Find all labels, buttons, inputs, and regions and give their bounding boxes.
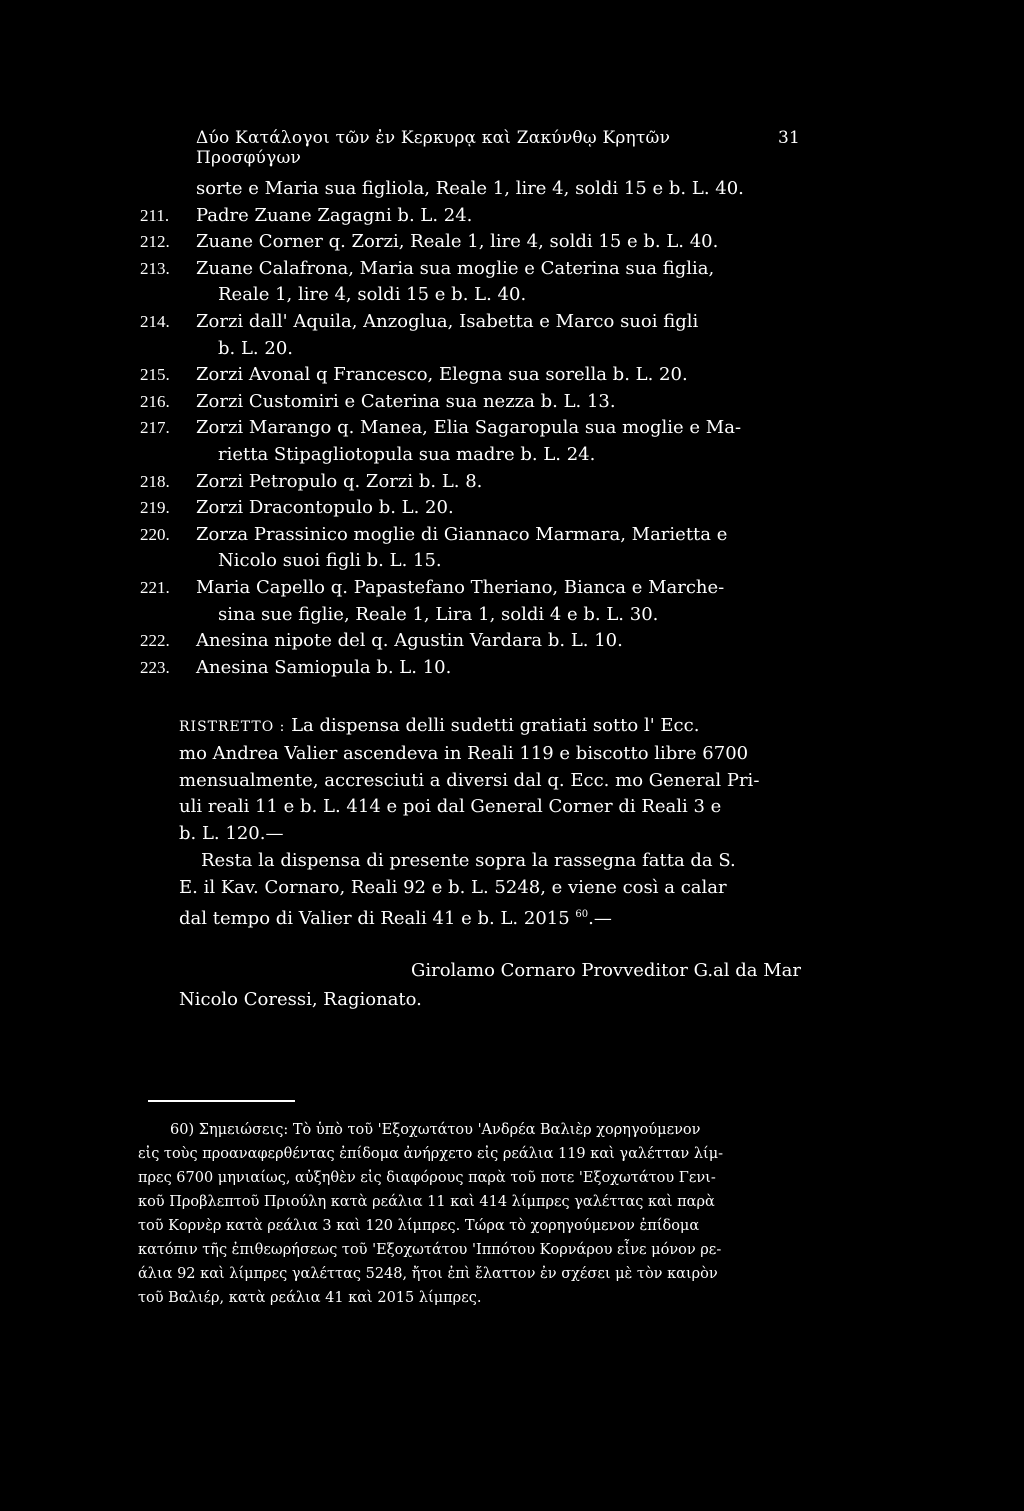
entry-number: 214.: [140, 311, 170, 331]
entry-text: [196, 229, 810, 256]
entry-text: [196, 203, 810, 230]
footnote-line: εἰς τοὺς προαναφερθέντας ἐπίδομα ἀνήρχετο εἰς ρεάλια 119 καὶ γαλέτταν λίμ-: [138, 1146, 724, 1162]
ristretto-label: RISTRETTO :: [179, 719, 286, 735]
list-item: [140, 522, 810, 575]
page-number: 31: [777, 128, 800, 148]
entry-line: Zorzi Customiri e Caterina sua nezza b. L. 13.: [196, 390, 616, 412]
entry-number: 222.: [140, 631, 170, 651]
ristretto-line: mo Andrea Valier ascendeva in Reali 119 e biscotto libre 6700: [179, 742, 749, 764]
footnote-first-line: [138, 1118, 800, 1142]
list-item: [140, 229, 810, 256]
entry-line: Reale 1, lire 4, soldi 15 e b. L. 40.: [218, 284, 527, 306]
entry-line: Zorzi Dracontopulo b. L. 20.: [196, 497, 454, 519]
entry-line: Anesina Samiopula b. L. 10.: [196, 656, 452, 678]
entry-line: Zorzi Avonal q Francesco, Elegna sua sorella b. L. 20.: [196, 364, 688, 386]
entry-number: 212.: [140, 232, 170, 252]
footnote-divider: [148, 1100, 295, 1102]
resta-line: E. il Kav. Cornaro, Reali 92 e b. L. 5248, e viene così a calar: [179, 876, 727, 898]
entry-line: sorte e Maria sua figliola, Reale 1, lire 4, soldi 15 e b. L. 40.: [196, 178, 744, 199]
ristretto-paragraph: [179, 713, 801, 932]
entry-line: Nicolo suoi figli b. L. 15.: [218, 550, 442, 572]
list-item: [140, 389, 810, 416]
ristretto-line: mensualmente, accresciuti a diversi dal q. Ecc. mo General Pri-: [179, 769, 760, 791]
entry-line: sina sue figlie, Reale 1, Lira 1, soldi 4 e b. L. 30.: [218, 603, 659, 625]
entry-number: 219.: [140, 498, 170, 518]
footnote-line: άλια 92 καὶ λίμπρες γαλέττας 5248, ἤτοι ἐπὶ ἔλαττον ἐν σχέσει μὲ τὸν καιρὸν: [138, 1266, 718, 1282]
list-item: [140, 495, 810, 522]
list-item: [140, 256, 810, 309]
entry-number: 223.: [140, 657, 170, 677]
signature-block: [179, 956, 801, 1014]
entry-text: [196, 256, 810, 309]
signature-ragionato: Nicolo Coressi, Ragionato.: [179, 989, 422, 1010]
resta-last-line-end: .—: [588, 907, 612, 929]
entry-text: [196, 522, 810, 575]
entry-line: rietta Stipagliotopula sua madre b. L. 24.: [218, 443, 596, 465]
list-item: [140, 655, 810, 682]
running-header: [196, 128, 800, 168]
resta-last-line: [179, 902, 801, 933]
entry-line: Zuane Corner q. Zorzi, Reale 1, lire 4, soldi 15 e b. L. 40.: [196, 231, 719, 253]
entry-number: 221.: [140, 577, 170, 597]
entry-text: [196, 628, 810, 655]
entry-line: Zorzi Petropulo q. Zorzi b. L. 8.: [196, 470, 483, 492]
footnote-line: κοῦ Προβλεπτοῦ Πριούλη κατὰ ρεάλια 11 καὶ 414 λίμπρες γαλέττας καὶ παρὰ: [138, 1194, 715, 1210]
entry-line: Zorzi dall' Aquila, Anzoglua, Isabetta e Marco suoi figli: [196, 310, 699, 332]
footnote-line: τοῦ Κορνὲρ κατὰ ρεάλια 3 καὶ 120 λίμπρες. Τώρα τὸ χορηγούμενον ἐπίδομα: [138, 1218, 700, 1234]
entry-text: [196, 389, 810, 416]
list-item: [140, 415, 810, 468]
entry-text: [196, 495, 810, 522]
list-item: [140, 469, 810, 496]
entry-line: Anesina nipote del q. Agustin Vardara b. L. 10.: [196, 630, 623, 652]
entry-line: Zuane Calafrona, Maria sua moglie e Caterina sua figlia,: [196, 257, 715, 279]
list-item: [140, 203, 810, 230]
list-item: [140, 362, 810, 389]
entry-text: [196, 575, 810, 628]
entry-line: Padre Zuane Zagagni b. L. 24.: [196, 204, 473, 226]
entry-number: 217.: [140, 418, 170, 438]
entry-number: 213.: [140, 258, 170, 278]
entry-line: Zorza Prassinico moglie di Giannaco Marmara, Marietta e: [196, 523, 728, 545]
entry-text: [196, 469, 810, 496]
signature-provveditor: Girolamo Cornaro Provveditor G.al da Mar: [410, 960, 801, 981]
footnote-line: πρες 6700 μηνιαίως, αὐξηθὲν εἰς διαφόρους παρὰ τοῦ ποτε 'Εξοχωτάτου Γενι-: [138, 1170, 716, 1186]
resta-line: Resta la dispensa di presente sopra la rassegna fatta da S.: [201, 849, 736, 871]
entry-number: 211.: [140, 205, 170, 225]
header-title: Δύο Κατάλογοι τῶν ἐν Κερκυρᾳ καὶ Ζακύνθῳ Κρητῶν Προσφύγων: [196, 128, 671, 168]
entry-number: 215.: [140, 365, 170, 385]
entry-line: Maria Capello q. Papastefano Theriano, Bianca e Marche-: [196, 576, 725, 598]
footnote-marker: 60): [170, 1122, 195, 1138]
list-item: [140, 176, 810, 203]
entry-line: b. L. 20.: [218, 337, 293, 359]
list-item: [140, 309, 810, 362]
footnote-line: τοῦ Βαλιέρ, κατὰ ρεάλια 41 καὶ 2015 λίμπρες.: [138, 1290, 482, 1306]
resta-last-line-text: dal tempo di Valier di Reali 41 e b. L. 2015: [179, 907, 570, 929]
entry-text: [196, 362, 810, 389]
footnote: [138, 1118, 800, 1310]
footnote-reference[interactable]: 60: [575, 908, 589, 920]
ristretto-line: uli reali 11 e b. L. 414 e poi dal General Corner di Reali 3 e: [179, 796, 722, 818]
entry-number: 218.: [140, 471, 170, 491]
entry-text: [196, 309, 810, 362]
entry-number: 216.: [140, 391, 170, 411]
list-item: [140, 575, 810, 628]
ristretto-line: b. L. 120.—: [179, 823, 284, 845]
entry-text: [196, 176, 810, 203]
entry-text: [196, 415, 810, 468]
footnote-first-line-rest: Σημειώσεις: Τὸ ὑπὸ τοῦ 'Εξοχωτάτου 'Ανδρέα Βαλιὲρ χορηγούμενον: [198, 1122, 701, 1138]
entry-list: [140, 176, 810, 681]
ristretto-first-line: [179, 713, 801, 741]
ristretto-first-line-rest: La dispensa delli sudetti gratiati sotto l' Ecc.: [291, 715, 700, 736]
entry-number: 220.: [140, 524, 170, 544]
entry-line: Zorzi Marango q. Manea, Elia Sagaropula sua moglie e Ma-: [196, 417, 742, 439]
entry-text: [196, 655, 810, 682]
list-item: [140, 628, 810, 655]
footnote-line: κατόπιν τῆς ἐπιθεωρήσεως τοῦ 'Εξοχωτάτου 'Ιππότου Κορνάρου εἶνε μόνον ρε-: [138, 1242, 722, 1258]
